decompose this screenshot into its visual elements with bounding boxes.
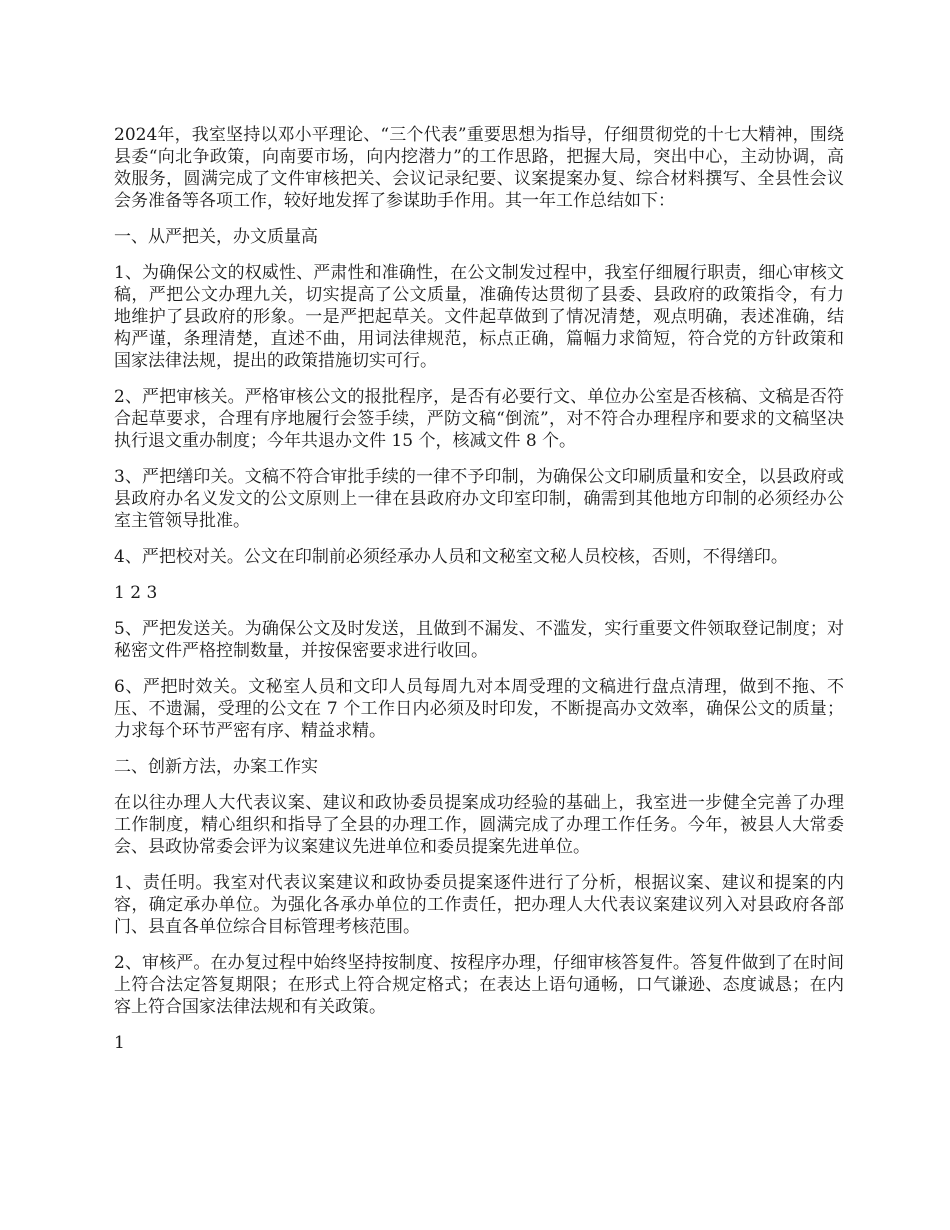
paragraph-review: 2、严把审核关。严格审核公文的报批程序，是否有必要行文、单位办公室是否核稿、文稿是否符合起草要求，合理有序地履行会签手续，严防文稿“倒流”，对不符合办理程序和要求的文稿坚决执行退文重办制度；今年共退办文件 15 个，核减文件 8 个。 [114, 387, 844, 451]
paragraph-proofreading: 4、严把校对关。公文在印制前必须经承办人员和文秘室文秘人员校核，否则，不得缮印。 [114, 547, 788, 567]
paragraph-drafting: 1、为确保公文的权威性、严肃性和准确性，在公文制发过程中，我室仔细履行职责，细心审核文稿，严把公文办理九关，切实提高了公文质量，准确传达贯彻了县委、县政府的政策指令，有力地维护了县政府的形象。一是严把起草关。文件起草做到了情况清楚，观点明确，表述准确，结构严谨，条理清楚，直述不曲，用词法律规范，标点正确，篇幅力求简短，符合党的方针政策和国家法律法规，提出的政策措施切实可行。 [114, 263, 844, 371]
paragraph-printing: 3、严把缮印关。文稿不符合审批手续的一律不予印制，为确保公文印刷质量和安全，以县政府或县政府办名义发文的公文原则上一律在县政府办文印室印制，确需到其他地方印制的必须经办公室主管领导批准。 [114, 467, 844, 531]
paragraph-timeliness: 6、严把时效关。文秘室人员和文印人员每周九对本周受理的文稿进行盘点清理，做到不拖、不压、不遗漏，受理的公文在 7 个工作日内必须及时印发，不断提高办文效率，确保公文的质量；力求每个环节严密有序、精益求精。 [114, 677, 844, 741]
page-number: 1 [114, 1033, 125, 1053]
page-marker: 1 2 3 [114, 583, 158, 603]
paragraph-proposals: 在以往办理人大代表议案、建议和政协委员提案成功经验的基础上，我室进一步健全完善了办理工作制度，精心组织和指导了全县的办理工作，圆满完成了办理工作任务。今年，被县人大常委会、县政协常委会评为议案建议先进单位和委员提案先进单位。 [114, 793, 844, 857]
paragraph-audit: 2、审核严。在办复过程中始终坚持按制度、按程序办理，仔细审核答复件。答复件做到了在时间上符合法定答复期限；在形式上符合规定格式；在表达上语句通畅，口气谦逊、态度诚恳；在内容上符合国家法律法规和有关政策。 [114, 953, 844, 1017]
section-heading-2: 二、创新方法，办案工作实 [114, 757, 318, 777]
section-heading-1: 一、从严把关，办文质量高 [114, 227, 318, 247]
intro-paragraph: 2024年，我室坚持以邓小平理论、“三个代表”重要思想为指导，仔细贯彻党的十七大精神，围绕县委“向北争政策，向南要市场，向内挖潜力”的工作思路，把握大局，突出中心，主动协调，高效服务，圆满完成了文件审核把关、会议记录纪要、议案提案办复、综合材料撰写、全县性会议会务准备等各项工作，较好地发挥了参谋助手作用。其一年工作总结如下： [114, 125, 844, 211]
paragraph-dispatch: 5、严把发送关。为确保公文及时发送，且做到不漏发、不滥发，实行重要文件领取登记制度；对秘密文件严格控制数量，并按保密要求进行收回。 [114, 619, 844, 661]
paragraph-responsibility: 1、责任明。我室对代表议案建议和政协委员提案逐件进行了分析，根据议案、建议和提案的内容，确定承办单位。为强化各承办单位的工作责任，把办理人大代表议案建议列入对县政府各部门、县直各单位综合目标管理考核范围。 [114, 873, 844, 937]
document-body [114, 124, 844, 1068]
